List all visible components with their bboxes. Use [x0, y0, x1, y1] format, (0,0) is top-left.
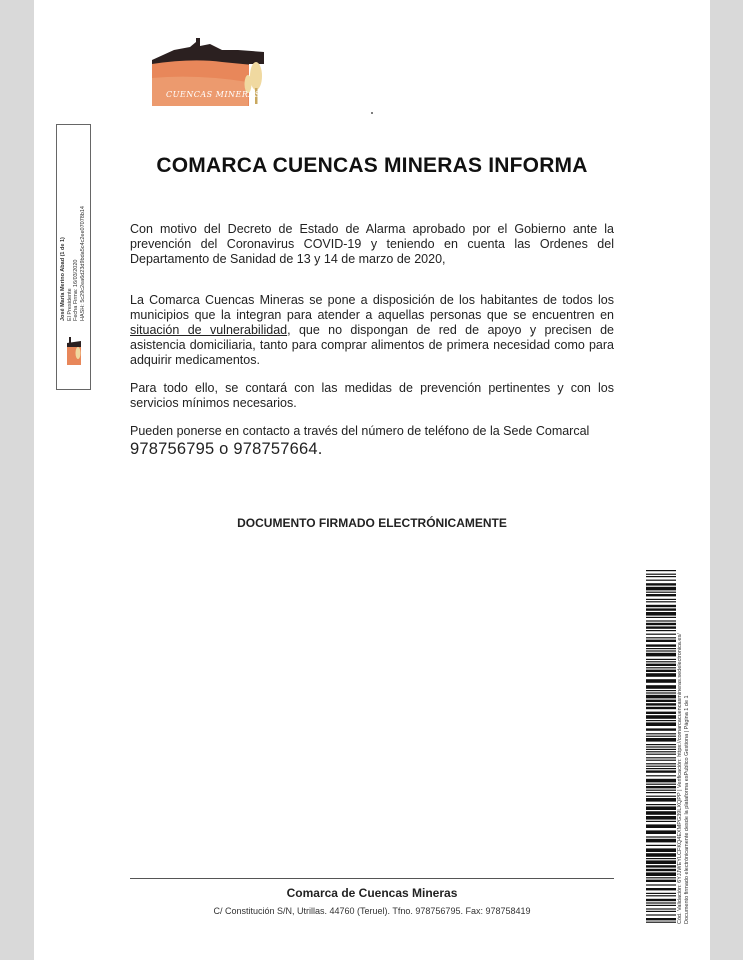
barcode-bar: [646, 865, 676, 867]
barcode-bar: [646, 685, 676, 689]
signature-stamp-text: [57, 125, 90, 325]
barcode-bar: [646, 763, 676, 764]
barcode-bar: [646, 583, 676, 585]
barcode-bar: [646, 707, 676, 709]
barcode-bar: [646, 620, 676, 621]
contact-text: Pueden ponerse en contacto a través del número de teléfono de la Sede Comarcal: [130, 424, 590, 438]
footer-address: C/ Constitución S/N, Utrillas. 44760 (Teruel). Tfno. 978756795. Fax: 978758419: [213, 906, 531, 916]
barcode-bar: [646, 792, 676, 793]
signature-hash: HASH: 5c29c2ea6d23d9bda5c4c2ee07078b14: [79, 206, 86, 321]
barcode-bar: [646, 766, 676, 767]
barcode-bar: [646, 877, 676, 878]
barcode-bar: [646, 679, 676, 683]
vulnerability-underlined: situación de vulnerabilidad: [130, 323, 288, 337]
barcode-bar: [646, 601, 676, 602]
barcode-bar: [646, 667, 676, 668]
barcode-bar: [646, 659, 676, 660]
barcode-bar: [646, 839, 676, 843]
barcode-bar: [646, 908, 676, 909]
barcode-bar: [646, 715, 676, 719]
barcode-bar: [646, 858, 676, 859]
signature-stamp: [56, 124, 91, 390]
barcode-bar: [646, 623, 676, 625]
barcode-bar: [646, 888, 676, 890]
barcode-bar: [646, 893, 676, 894]
barcode-bar: [646, 637, 676, 638]
barcode-bar: [646, 784, 676, 785]
barcode-bar: [646, 587, 676, 591]
barcode-bar: [646, 630, 676, 631]
barcode-bar: [646, 728, 676, 730]
barcode-bar: [646, 695, 676, 699]
barcode-bar: [646, 760, 676, 761]
barcode-bar: [646, 612, 676, 616]
barcode-bar: [646, 775, 676, 776]
barcode-bar: [646, 744, 676, 745]
signer-name: José María Merino Abad (1 de 1): [60, 237, 66, 321]
barcode-bar: [646, 670, 676, 672]
logo-text: CUENCAS MINERAS: [166, 90, 261, 99]
barcode-bar: [646, 738, 676, 742]
barcode-bar: [646, 824, 676, 828]
barcode-bar: [646, 796, 676, 797]
barcode-bar: [646, 757, 676, 758]
barcode-bar: [646, 592, 676, 593]
barcode-bar: [646, 626, 676, 628]
barcode-bar: [646, 911, 676, 912]
barcode-bar: [646, 700, 676, 702]
barcode-bar: [646, 821, 676, 822]
signed-label: DOCUMENTO FIRMADO ELECTRÓNICAMENTE: [237, 516, 507, 530]
barcode-bar: [646, 720, 676, 721]
barcode-bar: [646, 922, 676, 923]
barcode-bar: [646, 576, 676, 577]
barcode-bar: [646, 580, 676, 581]
barcode-bar: [646, 648, 676, 649]
barcode-bar: [646, 594, 676, 596]
barcode-bar: [646, 746, 676, 747]
barcode-bar: [646, 914, 676, 915]
barcode-bar: [646, 692, 676, 693]
barcode-bar: [646, 853, 676, 857]
signature-date: Fecha Firma: 16/03/2020: [73, 259, 79, 321]
barcode-bar: [646, 736, 676, 737]
paragraph-contact: [130, 424, 614, 459]
footer-organization: Comarca de Cuencas Mineras: [286, 886, 458, 900]
barcode-bar: [646, 779, 676, 783]
barcode-bar: [646, 895, 676, 896]
barcode-bar: [646, 872, 676, 876]
verification-text: [677, 562, 711, 924]
barcode-bar: [646, 640, 676, 642]
signer-role: El Presidente: [66, 288, 73, 321]
barcode-bar: [646, 653, 676, 657]
barcode-bar: [646, 751, 676, 752]
barcode-bar: [646, 570, 676, 571]
barcode: [646, 570, 676, 924]
barcode-bar: [646, 608, 676, 610]
barcode-bar: [646, 860, 676, 864]
verification-line-1: Cód. Validación: 6YJJWEYLCFKQ4EXMPG39LXQPP | Verificación: https://comarcacuencasmineras.sedelectronica.es/: [677, 633, 683, 924]
phone-numbers: 978756795 o 978757664.: [130, 440, 323, 458]
barcode-bar: [646, 634, 676, 635]
barcode-bar: [646, 806, 676, 810]
barcode-bar: [646, 605, 676, 607]
barcode-bar: [646, 712, 676, 714]
barcode-bar: [646, 722, 676, 726]
barcode-bar: [646, 899, 676, 901]
barcode-bar: [646, 790, 676, 791]
paragraph-decree: Con motivo del Decreto de Estado de Alarma aprobado por el Gobierno ante la prevención del Coronavirus COVID-19 y teniendo en cuenta las Ordenes del Departamento de Sanidad de 13 y 14 de marzo de 2020,: [130, 222, 614, 266]
barcode-bar: [646, 816, 676, 820]
barcode-bar: [646, 811, 676, 815]
barcode-bar: [646, 650, 676, 651]
barcode-bar: [646, 848, 676, 852]
barcode-bar: [646, 690, 676, 691]
document-page: [34, 0, 710, 960]
barcode-bar: [646, 673, 676, 677]
barcode-bar: [646, 836, 676, 837]
barcode-bar: [646, 786, 676, 788]
barcode-bar: [646, 749, 676, 750]
barcode-bar: [646, 884, 676, 885]
barcode-bar: [646, 754, 676, 755]
paragraph-availability-start: La Comarca Cuencas Mineras se pone a disposición de los habitantes de todos los municipios que la integran para atender a aquellas personas que se encuentren en: [130, 293, 614, 322]
barcode-bar: [646, 599, 676, 600]
barcode-bar: [646, 880, 676, 882]
paragraph-prevention: Para todo ello, se contará con las medidas de prevención pertinentes y con los servicios mínimos necesarios.: [130, 381, 614, 410]
barcode-bar: [646, 664, 676, 666]
footer-divider: [130, 878, 614, 879]
barcode-bar: [646, 617, 676, 618]
barcode-bar: [646, 733, 676, 734]
stamp-logo-icon: [67, 337, 81, 365]
barcode-bar: [646, 804, 676, 805]
barcode-bar: [646, 770, 676, 772]
barcode-bar: [646, 918, 676, 920]
barcode-bar: [646, 902, 676, 903]
speck: [371, 112, 373, 114]
page-title: COMARCA CUENCAS MINERAS INFORMA: [156, 154, 588, 177]
barcode-bar: [646, 661, 676, 662]
barcode-bar: [646, 830, 676, 834]
barcode-bar: [646, 768, 676, 769]
verification-line-2: Documento firmado electrónicamente desde la plataforma esPublico Gestiona | Página 1 de 1: [684, 695, 690, 924]
barcode-bar: [646, 798, 676, 802]
paragraph-availability: [130, 293, 614, 368]
barcode-bar: [646, 574, 676, 575]
comarca-logo: [152, 38, 264, 106]
barcode-bar: [646, 845, 676, 846]
barcode-bar: [646, 869, 676, 871]
barcode-bar: [646, 905, 676, 906]
barcode-bar: [646, 644, 676, 646]
paragraph-availability-end: , que no dispongan de red de apoyo y precisen de asistencia domiciliaria, tanto para comprar alimentos de primera necesidad como para adquirir medicamentos.: [130, 323, 614, 367]
barcode-bar: [646, 703, 676, 705]
